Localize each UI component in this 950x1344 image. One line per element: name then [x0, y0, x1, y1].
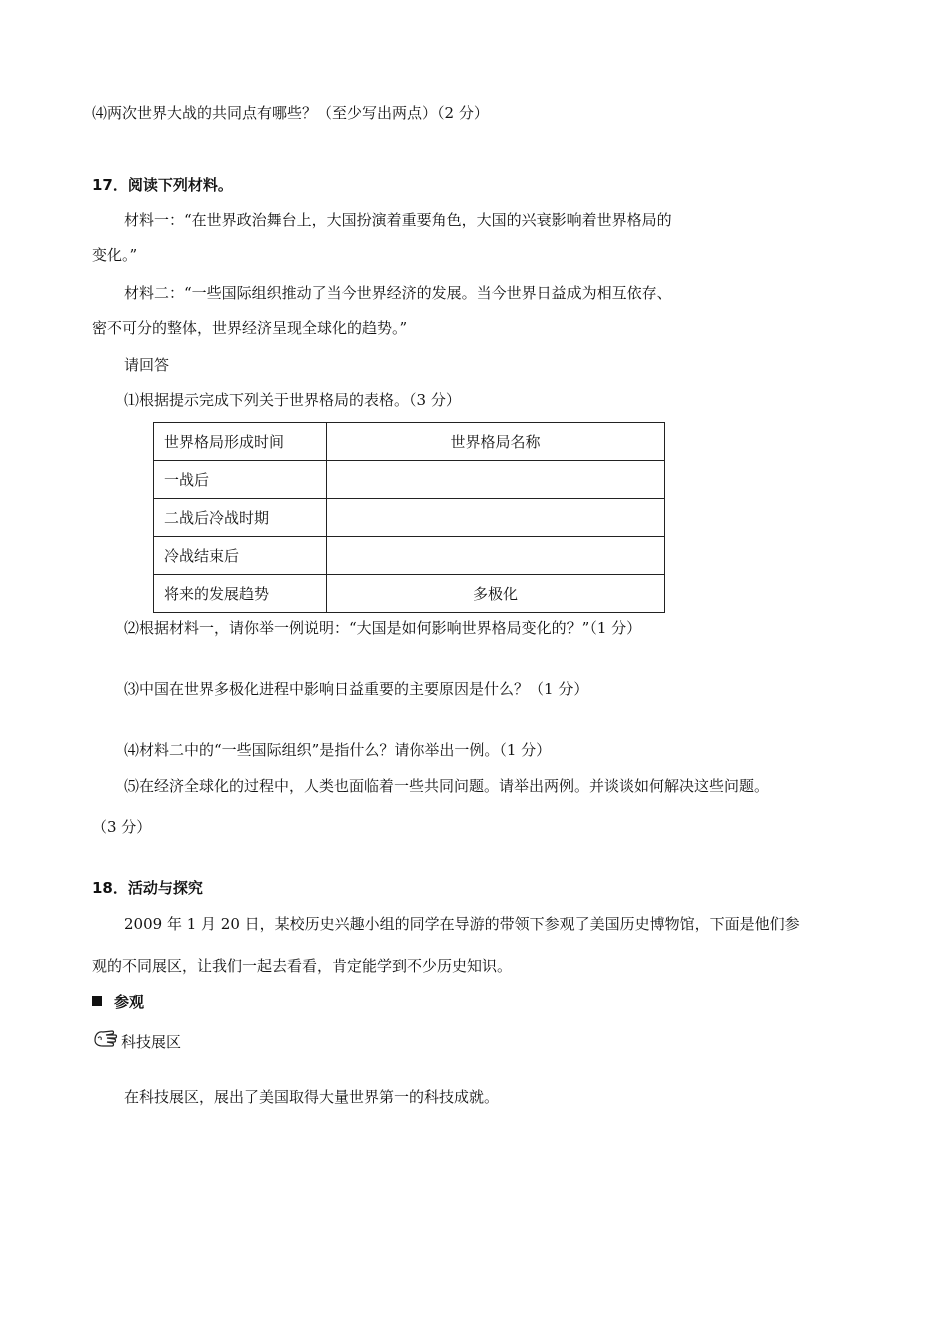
table-cell: 多极化	[327, 575, 665, 613]
q17-material1-line2: 变化。”	[92, 246, 138, 264]
q18-intro-line1: 2009 年 1 月 20 日，某校历史兴趣小组的同学在导游的带领下参观了美国历史博物馆，下面是他们参	[124, 915, 800, 933]
table-cell-answer[interactable]	[327, 537, 665, 575]
world-pattern-table	[153, 422, 665, 613]
table-row	[154, 499, 665, 537]
q18-section	[92, 992, 144, 1012]
table-cell-answer[interactable]	[327, 461, 665, 499]
table-header-cell: 世界格局名称	[327, 423, 665, 461]
q17-sub5-line1: ⑸在经济全球化的过程中，人类也面临着一些共同问题。请举出两例。并谈谈如何解决这些问题。	[124, 777, 770, 795]
q18-heading: 18．活动与探究	[92, 879, 203, 897]
pointing-hand-icon	[92, 1026, 120, 1052]
q17-sub1: ⑴根据提示完成下列关于世界格局的表格。（3 分）	[124, 391, 461, 409]
q17-sub3: ⑶中国在世界多极化进程中影响日益重要的主要原因是什么？（1 分）	[124, 680, 589, 698]
q17-sub5-line2: （3 分）	[92, 818, 152, 836]
table-cell: 一战后	[154, 461, 327, 499]
q17-prompt: 请回答	[124, 356, 170, 374]
q18-area-text: 在科技展区，展出了美国取得大量世界第一的科技成就。	[124, 1088, 500, 1106]
q16-sub4: ⑷两次世界大战的共同点有哪些？（至少写出两点）（2 分）	[92, 104, 489, 122]
q18-intro-line2: 观的不同展区，让我们一起去看看，肯定能学到不少历史知识。	[92, 957, 513, 975]
table-cell: 将来的发展趋势	[154, 575, 327, 613]
q17-sub2: ⑵根据材料一，请你举一例说明：“大国是如何影响世界格局变化的？”（1 分）	[124, 619, 642, 637]
q17-material1-line1: 材料一：“在世界政治舞台上，大国扮演着重要角色，大国的兴衰影响着世界格局的	[124, 211, 672, 229]
q17-material2-line1: 材料二：“一些国际组织推动了当今世界经济的发展。当今世界日益成为相互依存、	[124, 284, 672, 302]
table-row	[154, 575, 665, 613]
q17-sub4: ⑷材料二中的“一些国际组织”是指什么？请你举出一例。（1 分）	[124, 741, 552, 759]
table-cell-answer[interactable]	[327, 499, 665, 537]
q18-area-title: 科技展区	[121, 1033, 182, 1051]
q17-heading: 17．阅读下列材料。	[92, 176, 233, 194]
square-bullet-icon	[92, 996, 102, 1006]
q18-section-label: 参观	[114, 993, 145, 1011]
table-header-cell: 世界格局形成时间	[154, 423, 327, 461]
table-cell: 冷战结束后	[154, 537, 327, 575]
table-header-row	[154, 423, 665, 461]
table-row	[154, 537, 665, 575]
table-cell: 二战后冷战时期	[154, 499, 327, 537]
table-row	[154, 461, 665, 499]
q17-material2-line2: 密不可分的整体，世界经济呈现全球化的趋势。”	[92, 319, 408, 337]
